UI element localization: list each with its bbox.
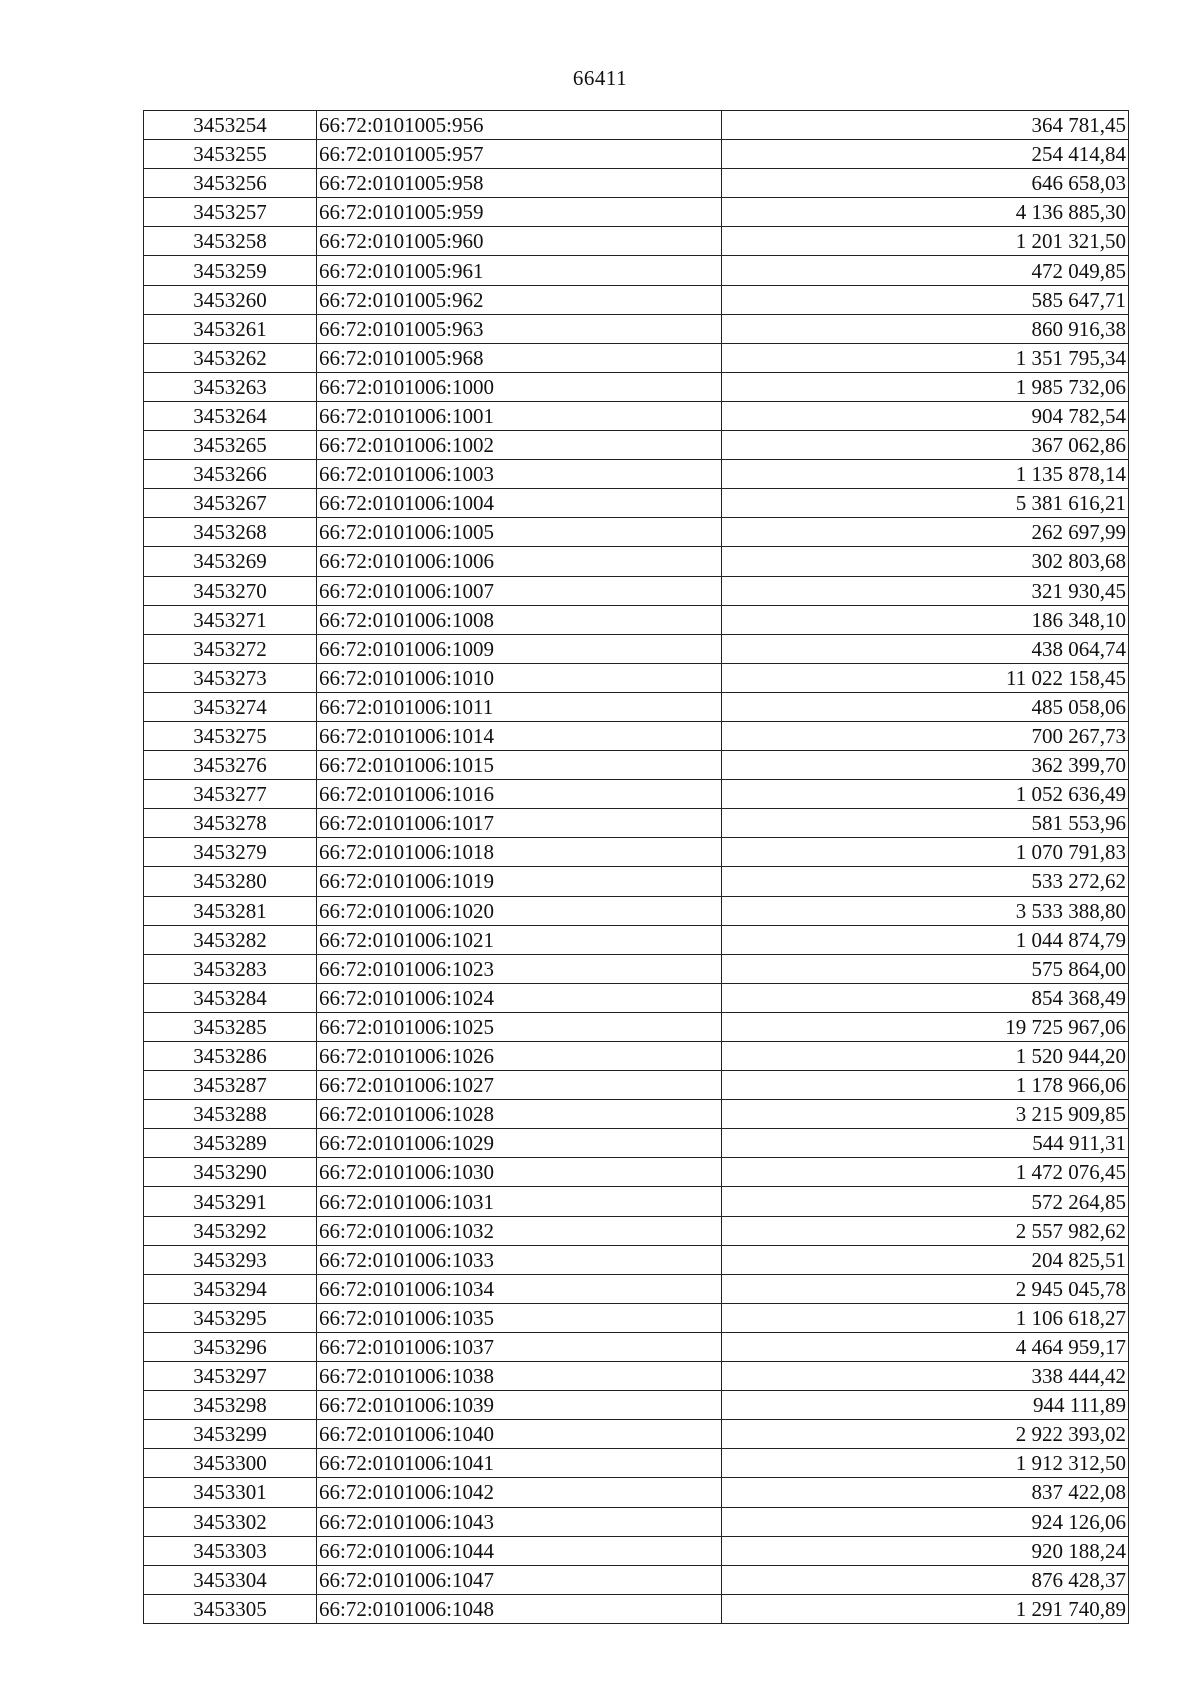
- cadastral-value-cell: 581 553,96: [722, 809, 1129, 838]
- row-number-cell: 3453301: [144, 1478, 317, 1507]
- row-number-cell: 3453290: [144, 1158, 317, 1187]
- cadastral-value-cell: 338 444,42: [722, 1362, 1129, 1391]
- table-row: [144, 1449, 1129, 1478]
- table-row: [144, 896, 1129, 925]
- cadastral-number-cell: 66:72:0101006:1009: [317, 634, 722, 663]
- table-row: [144, 169, 1129, 198]
- cadastral-number-cell: 66:72:0101005:963: [317, 314, 722, 343]
- row-number-cell: 3453304: [144, 1565, 317, 1594]
- cadastral-number-cell: 66:72:0101006:1002: [317, 431, 722, 460]
- cadastral-value-cell: 572 264,85: [722, 1187, 1129, 1216]
- cadastral-number-cell: 66:72:0101006:1026: [317, 1042, 722, 1071]
- cadastral-value-cell: 302 803,68: [722, 547, 1129, 576]
- cadastral-number-cell: 66:72:0101006:1037: [317, 1332, 722, 1361]
- row-number-cell: 3453274: [144, 692, 317, 721]
- row-number-cell: 3453260: [144, 285, 317, 314]
- cadastral-value-cell: 4 464 959,17: [722, 1332, 1129, 1361]
- cadastral-value-cell: 585 647,71: [722, 285, 1129, 314]
- table-row: [144, 256, 1129, 285]
- row-number-cell: 3453278: [144, 809, 317, 838]
- row-number-cell: 3453283: [144, 954, 317, 983]
- cadastral-number-cell: 66:72:0101006:1010: [317, 663, 722, 692]
- cadastral-number-cell: 66:72:0101006:1017: [317, 809, 722, 838]
- cadastral-number-cell: 66:72:0101006:1035: [317, 1303, 722, 1332]
- cadastral-number-cell: 66:72:0101006:1001: [317, 401, 722, 430]
- cadastral-value-cell: 924 126,06: [722, 1507, 1129, 1536]
- table-row: [144, 285, 1129, 314]
- row-number-cell: 3453284: [144, 983, 317, 1012]
- registry-table: [143, 110, 1129, 1624]
- row-number-cell: 3453281: [144, 896, 317, 925]
- row-number-cell: 3453279: [144, 838, 317, 867]
- table-row: [144, 111, 1129, 140]
- cadastral-number-cell: 66:72:0101006:1006: [317, 547, 722, 576]
- table-row: [144, 343, 1129, 372]
- row-number-cell: 3453263: [144, 372, 317, 401]
- cadastral-value-cell: 1 052 636,49: [722, 780, 1129, 809]
- table-row: [144, 925, 1129, 954]
- row-number-cell: 3453293: [144, 1245, 317, 1274]
- table-row: [144, 1420, 1129, 1449]
- cadastral-value-cell: 575 864,00: [722, 954, 1129, 983]
- table-row: [144, 1100, 1129, 1129]
- cadastral-number-cell: 66:72:0101006:1032: [317, 1216, 722, 1245]
- row-number-cell: 3453277: [144, 780, 317, 809]
- row-number-cell: 3453282: [144, 925, 317, 954]
- row-number-cell: 3453264: [144, 401, 317, 430]
- row-number-cell: 3453291: [144, 1187, 317, 1216]
- cadastral-value-cell: 646 658,03: [722, 169, 1129, 198]
- row-number-cell: 3453285: [144, 1012, 317, 1041]
- cadastral-number-cell: 66:72:0101006:1024: [317, 983, 722, 1012]
- cadastral-number-cell: 66:72:0101006:1030: [317, 1158, 722, 1187]
- cadastral-number-cell: 66:72:0101006:1020: [317, 896, 722, 925]
- cadastral-value-cell: 876 428,37: [722, 1565, 1129, 1594]
- table-row: [144, 1158, 1129, 1187]
- cadastral-value-cell: 700 267,73: [722, 721, 1129, 750]
- cadastral-value-cell: 254 414,84: [722, 140, 1129, 169]
- row-number-cell: 3453262: [144, 343, 317, 372]
- cadastral-number-cell: 66:72:0101006:1028: [317, 1100, 722, 1129]
- cadastral-number-cell: 66:72:0101006:1033: [317, 1245, 722, 1274]
- table-row: [144, 663, 1129, 692]
- cadastral-number-cell: 66:72:0101006:1011: [317, 692, 722, 721]
- cadastral-value-cell: 1 135 878,14: [722, 460, 1129, 489]
- table-row: [144, 1478, 1129, 1507]
- table-row: [144, 838, 1129, 867]
- cadastral-number-cell: 66:72:0101005:956: [317, 111, 722, 140]
- cadastral-value-cell: 11 022 158,45: [722, 663, 1129, 692]
- cadastral-number-cell: 66:72:0101005:959: [317, 198, 722, 227]
- cadastral-value-cell: 1 351 795,34: [722, 343, 1129, 372]
- table-row: [144, 721, 1129, 750]
- cadastral-value-cell: 186 348,10: [722, 605, 1129, 634]
- cadastral-number-cell: 66:72:0101006:1025: [317, 1012, 722, 1041]
- table-row: [144, 1303, 1129, 1332]
- cadastral-number-cell: 66:72:0101006:1040: [317, 1420, 722, 1449]
- row-number-cell: 3453292: [144, 1216, 317, 1245]
- row-number-cell: 3453302: [144, 1507, 317, 1536]
- cadastral-number-cell: 66:72:0101005:968: [317, 343, 722, 372]
- cadastral-value-cell: 2 945 045,78: [722, 1274, 1129, 1303]
- cadastral-value-cell: 2 922 393,02: [722, 1420, 1129, 1449]
- table-row: [144, 1129, 1129, 1158]
- table-row: [144, 372, 1129, 401]
- table-row: [144, 1594, 1129, 1623]
- cadastral-number-cell: 66:72:0101006:1043: [317, 1507, 722, 1536]
- cadastral-value-cell: 1 291 740,89: [722, 1594, 1129, 1623]
- row-number-cell: 3453305: [144, 1594, 317, 1623]
- table-row: [144, 518, 1129, 547]
- cadastral-value-cell: 367 062,86: [722, 431, 1129, 460]
- row-number-cell: 3453289: [144, 1129, 317, 1158]
- table-row: [144, 1274, 1129, 1303]
- row-number-cell: 3453271: [144, 605, 317, 634]
- table-row: [144, 1332, 1129, 1361]
- cadastral-value-cell: 3 215 909,85: [722, 1100, 1129, 1129]
- cadastral-number-cell: 66:72:0101006:1031: [317, 1187, 722, 1216]
- cadastral-value-cell: 544 911,31: [722, 1129, 1129, 1158]
- table-row: [144, 547, 1129, 576]
- table-row: [144, 576, 1129, 605]
- row-number-cell: 3453255: [144, 140, 317, 169]
- row-number-cell: 3453297: [144, 1362, 317, 1391]
- row-number-cell: 3453288: [144, 1100, 317, 1129]
- cadastral-value-cell: 1 201 321,50: [722, 227, 1129, 256]
- cadastral-value-cell: 1 070 791,83: [722, 838, 1129, 867]
- row-number-cell: 3453269: [144, 547, 317, 576]
- cadastral-value-cell: 1 044 874,79: [722, 925, 1129, 954]
- cadastral-number-cell: 66:72:0101006:1007: [317, 576, 722, 605]
- cadastral-number-cell: 66:72:0101006:1038: [317, 1362, 722, 1391]
- row-number-cell: 3453296: [144, 1332, 317, 1361]
- cadastral-number-cell: 66:72:0101006:1034: [317, 1274, 722, 1303]
- row-number-cell: 3453303: [144, 1536, 317, 1565]
- table-row: [144, 314, 1129, 343]
- cadastral-number-cell: 66:72:0101006:1000: [317, 372, 722, 401]
- cadastral-value-cell: 1 912 312,50: [722, 1449, 1129, 1478]
- table-row: [144, 634, 1129, 663]
- table-row: [144, 1507, 1129, 1536]
- table-row: [144, 489, 1129, 518]
- cadastral-number-cell: 66:72:0101006:1015: [317, 751, 722, 780]
- table-row: [144, 1245, 1129, 1274]
- row-number-cell: 3453267: [144, 489, 317, 518]
- cadastral-value-cell: 920 188,24: [722, 1536, 1129, 1565]
- row-number-cell: 3453287: [144, 1071, 317, 1100]
- cadastral-value-cell: 1 106 618,27: [722, 1303, 1129, 1332]
- cadastral-value-cell: 4 136 885,30: [722, 198, 1129, 227]
- row-number-cell: 3453254: [144, 111, 317, 140]
- cadastral-number-cell: 66:72:0101005:958: [317, 169, 722, 198]
- table-row: [144, 954, 1129, 983]
- cadastral-number-cell: 66:72:0101006:1039: [317, 1391, 722, 1420]
- table-row: [144, 1362, 1129, 1391]
- row-number-cell: 3453273: [144, 663, 317, 692]
- table-row: [144, 1536, 1129, 1565]
- table-row: [144, 1216, 1129, 1245]
- cadastral-number-cell: 66:72:0101005:961: [317, 256, 722, 285]
- registry-table-body: [144, 111, 1129, 1624]
- row-number-cell: 3453299: [144, 1420, 317, 1449]
- row-number-cell: 3453270: [144, 576, 317, 605]
- row-number-cell: 3453266: [144, 460, 317, 489]
- cadastral-value-cell: 485 058,06: [722, 692, 1129, 721]
- cadastral-value-cell: 2 557 982,62: [722, 1216, 1129, 1245]
- row-number-cell: 3453258: [144, 227, 317, 256]
- cadastral-value-cell: 1 520 944,20: [722, 1042, 1129, 1071]
- cadastral-value-cell: 904 782,54: [722, 401, 1129, 430]
- row-number-cell: 3453268: [144, 518, 317, 547]
- page-number: 66411: [572, 66, 628, 90]
- cadastral-number-cell: 66:72:0101006:1041: [317, 1449, 722, 1478]
- row-number-cell: 3453286: [144, 1042, 317, 1071]
- cadastral-value-cell: 321 930,45: [722, 576, 1129, 605]
- row-number-cell: 3453272: [144, 634, 317, 663]
- cadastral-value-cell: 438 064,74: [722, 634, 1129, 663]
- row-number-cell: 3453294: [144, 1274, 317, 1303]
- table-row: [144, 1071, 1129, 1100]
- cadastral-number-cell: 66:72:0101006:1008: [317, 605, 722, 634]
- cadastral-value-cell: 5 381 616,21: [722, 489, 1129, 518]
- table-row: [144, 1042, 1129, 1071]
- table-row: [144, 431, 1129, 460]
- cadastral-number-cell: 66:72:0101006:1018: [317, 838, 722, 867]
- cadastral-number-cell: 66:72:0101006:1019: [317, 867, 722, 896]
- cadastral-value-cell: 472 049,85: [722, 256, 1129, 285]
- cadastral-value-cell: 860 916,38: [722, 314, 1129, 343]
- table-row: [144, 692, 1129, 721]
- cadastral-number-cell: 66:72:0101006:1027: [317, 1071, 722, 1100]
- cadastral-number-cell: 66:72:0101006:1014: [317, 721, 722, 750]
- row-number-cell: 3453259: [144, 256, 317, 285]
- cadastral-number-cell: 66:72:0101006:1021: [317, 925, 722, 954]
- row-number-cell: 3453261: [144, 314, 317, 343]
- table-row: [144, 751, 1129, 780]
- cadastral-number-cell: 66:72:0101006:1016: [317, 780, 722, 809]
- cadastral-value-cell: 362 399,70: [722, 751, 1129, 780]
- table-row: [144, 401, 1129, 430]
- cadastral-number-cell: 66:72:0101006:1005: [317, 518, 722, 547]
- cadastral-value-cell: 944 111,89: [722, 1391, 1129, 1420]
- cadastral-number-cell: 66:72:0101006:1003: [317, 460, 722, 489]
- row-number-cell: 3453275: [144, 721, 317, 750]
- cadastral-value-cell: 364 781,45: [722, 111, 1129, 140]
- cadastral-number-cell: 66:72:0101005:960: [317, 227, 722, 256]
- cadastral-number-cell: 66:72:0101006:1044: [317, 1536, 722, 1565]
- cadastral-number-cell: 66:72:0101006:1048: [317, 1594, 722, 1623]
- cadastral-value-cell: 854 368,49: [722, 983, 1129, 1012]
- cadastral-number-cell: 66:72:0101006:1004: [317, 489, 722, 518]
- cadastral-value-cell: 262 697,99: [722, 518, 1129, 547]
- cadastral-number-cell: 66:72:0101005:957: [317, 140, 722, 169]
- table-row: [144, 227, 1129, 256]
- cadastral-value-cell: 1 178 966,06: [722, 1071, 1129, 1100]
- cadastral-number-cell: 66:72:0101006:1029: [317, 1129, 722, 1158]
- table-row: [144, 140, 1129, 169]
- cadastral-number-cell: 66:72:0101006:1023: [317, 954, 722, 983]
- table-row: [144, 605, 1129, 634]
- cadastral-value-cell: 19 725 967,06: [722, 1012, 1129, 1041]
- row-number-cell: 3453280: [144, 867, 317, 896]
- row-number-cell: 3453295: [144, 1303, 317, 1332]
- row-number-cell: 3453298: [144, 1391, 317, 1420]
- table-row: [144, 1012, 1129, 1041]
- cadastral-value-cell: 533 272,62: [722, 867, 1129, 896]
- table-row: [144, 460, 1129, 489]
- table-row: [144, 983, 1129, 1012]
- table-row: [144, 1565, 1129, 1594]
- row-number-cell: 3453300: [144, 1449, 317, 1478]
- row-number-cell: 3453256: [144, 169, 317, 198]
- table-row: [144, 1187, 1129, 1216]
- cadastral-value-cell: 204 825,51: [722, 1245, 1129, 1274]
- cadastral-value-cell: 1 472 076,45: [722, 1158, 1129, 1187]
- table-row: [144, 198, 1129, 227]
- cadastral-number-cell: 66:72:0101006:1047: [317, 1565, 722, 1594]
- row-number-cell: 3453276: [144, 751, 317, 780]
- table-row: [144, 780, 1129, 809]
- table-row: [144, 1391, 1129, 1420]
- row-number-cell: 3453257: [144, 198, 317, 227]
- table-row: [144, 809, 1129, 838]
- row-number-cell: 3453265: [144, 431, 317, 460]
- cadastral-value-cell: 1 985 732,06: [722, 372, 1129, 401]
- cadastral-value-cell: 837 422,08: [722, 1478, 1129, 1507]
- cadastral-value-cell: 3 533 388,80: [722, 896, 1129, 925]
- cadastral-number-cell: 66:72:0101006:1042: [317, 1478, 722, 1507]
- cadastral-number-cell: 66:72:0101005:962: [317, 285, 722, 314]
- table-row: [144, 867, 1129, 896]
